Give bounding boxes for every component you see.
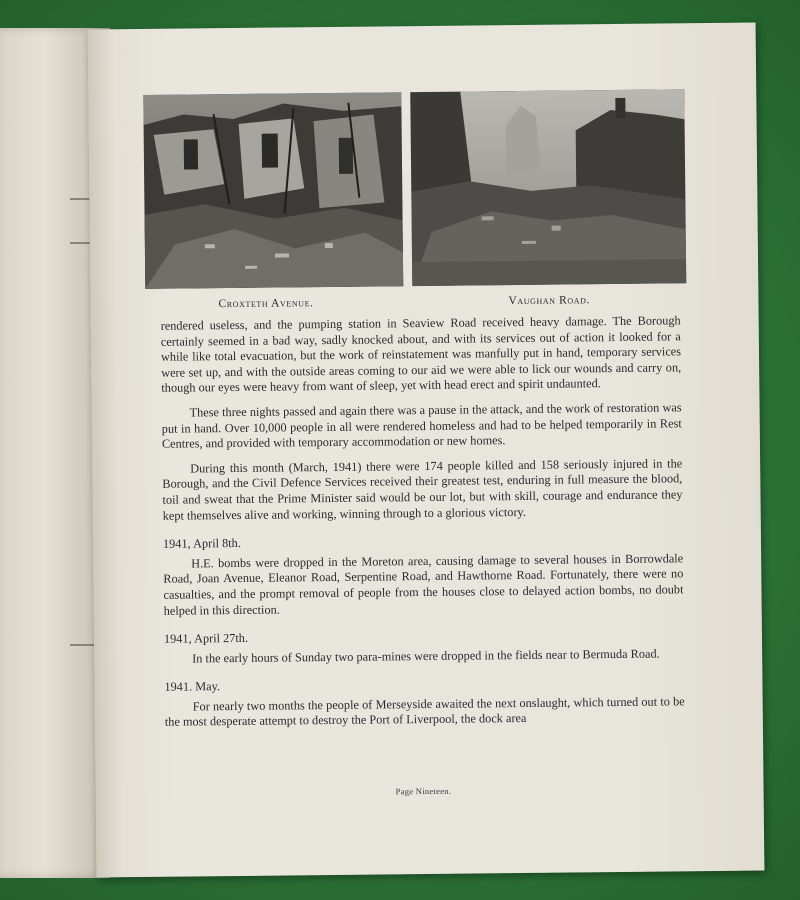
photo-caption: Vaughan Road.	[508, 294, 591, 308]
photo-vaughan-road	[410, 89, 686, 286]
page-body-text	[161, 313, 685, 739]
paragraph: H.E. bombs were dropped in the Moreton area, causing damage to several houses in Borrowdale Road, Joan Avenue, Eleanor Road, Serpentine Road, and Hawthorne Road. Fortunately, there were no casualties, and the prompt removal of people from the houses close to delayed action bombs, no doubt helped in this direction.	[163, 551, 684, 618]
photo-caption: Croxteth Avenue.	[218, 297, 314, 311]
page-number: Page Nineteen.	[395, 785, 452, 797]
bomb-damage-photo	[410, 89, 686, 286]
section-date-heading: 1941. May.	[164, 679, 221, 695]
paragraph: For nearly two months the people of Merseyside awaited the next onslaught, which turned out to be the most desperate attempt to destroy the Port of Liverpool, the dock area	[164, 694, 685, 730]
paragraph: In the early hours of Sunday two para-mines were dropped in the fields near to Bermuda Road.	[192, 646, 660, 666]
bomb-damage-photo	[143, 92, 403, 289]
paragraph: rendered useless, and the pumping station in Seaview Road received heavy damage. The Borough certainly seemed in a bad way, sadly knocked about, and with its services out of action it looked for a while like total evacuation, but the work of reinstatement was manfully put in hand, temporary services were set up, and with the outside areas coming to our aid we were able to lick our wounds and carry on, though our eyes were heavy from want of sleep, yet with head erect and spirit undaunted.	[160, 313, 682, 396]
section-date-heading: 1941, April 27th.	[163, 630, 249, 646]
paragraph: During this month (March, 1941) there were 174 people killed and 158 seriously injured in the Borough, and the Civil Defence Services received their greatest test, enduring in full measure the blood, toil and sweat that the Prime Minister said would be our lot, but with skill, courage and endurance they kept themselves alive and working, winning through to a glorious victory.	[162, 456, 683, 523]
booklet-page	[88, 23, 765, 878]
photo-croxteth-avenue	[143, 92, 403, 289]
section-date-heading: 1941, April 8th.	[162, 536, 241, 551]
paragraph: These three nights passed and again there was a pause in the attack, and the work of restoration was put in hand. Over 10,000 people in all were rendered homeless and had to be helped temporarily in Rest Centres, and provided with temporary accommodation or new homes.	[161, 400, 682, 451]
